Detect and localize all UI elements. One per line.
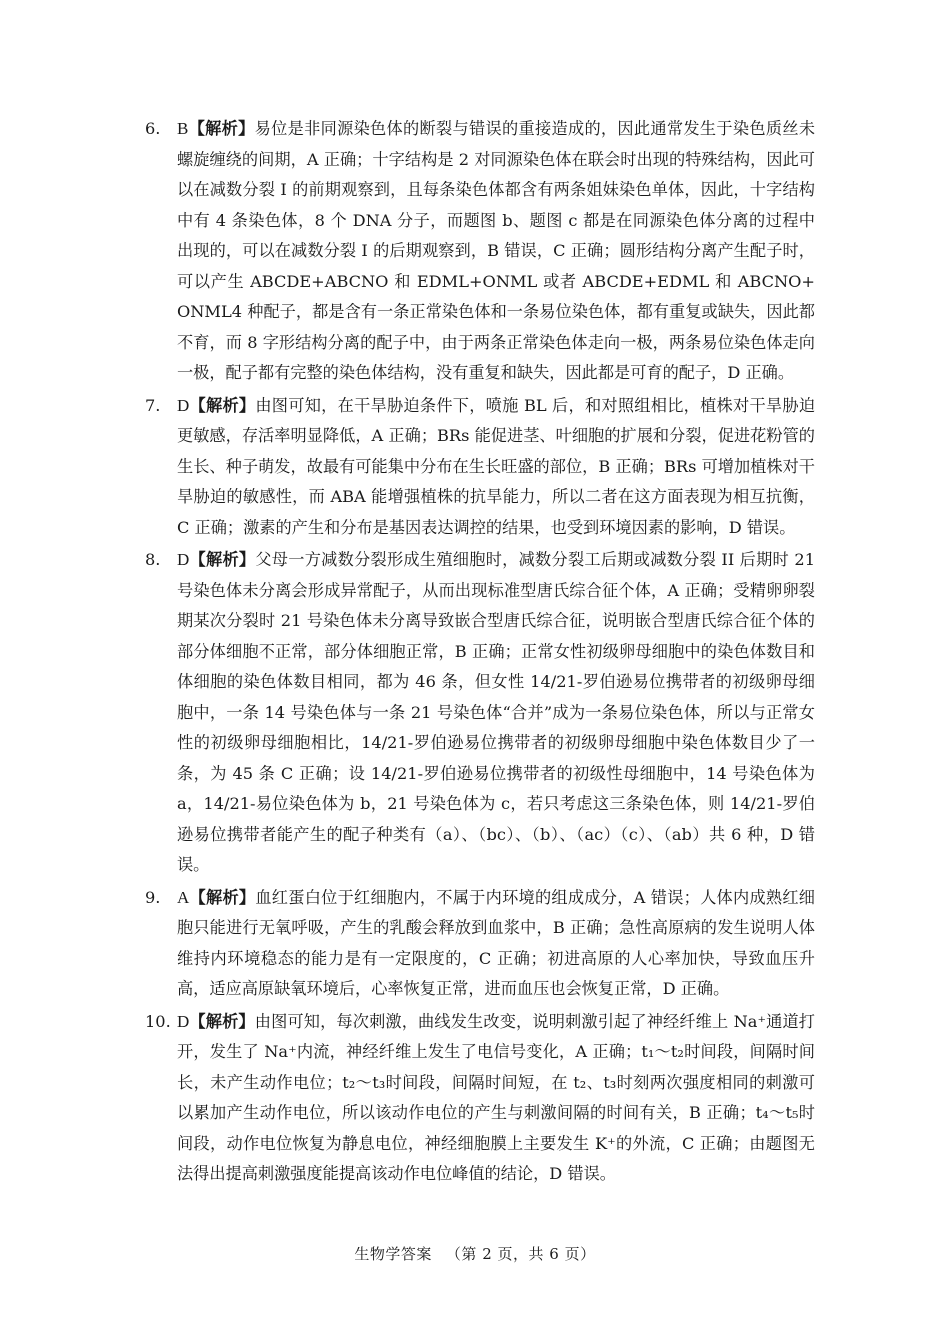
answer-item-9 [145, 883, 815, 1005]
answer-letter: D [177, 550, 190, 569]
answer-body [177, 1007, 815, 1190]
footer-page-number: （第 2 页，共 6 页） [445, 1245, 596, 1263]
answer-letter: B [177, 119, 189, 138]
question-number: 7. [145, 395, 161, 415]
answer-letter: D [177, 1011, 190, 1031]
answer-item-7 [145, 391, 815, 544]
footer-subject: 生物学答案 [354, 1245, 432, 1263]
answer-item-8 [145, 545, 815, 881]
analysis-text: 由图可知，在干旱胁迫条件下，喷施 BL 后，和对照组相比，植株对干旱胁迫更敏感，存活率明显降低，A 正确；BRs 能促进茎、叶细胞的扩展和分裂，促进花粉管的生长、种子萌发，故最有可能集中分布在生长旺盛的部位，B 正确；BRs 可增加植株对干旱胁迫的敏感性，而 ABA 能增强植株的抗旱能力，所以二者在这方面表现为相互抗衡，C 正确；激素的产生和分布是基因表达调控的结果，也受到环境因素的影响，D 错误。 [177, 395, 816, 537]
analysis-text: 血红蛋白位于红细胞内，不属于内环境的组成成分，A 错误；人体内成熟红细胞只能进行无氧呼吸，产生的乳酸会释放到血浆中，B 正确；急性高原病的发生说明人体维持内环境稳态的能力是有一定限度的，C 正确；初进高原的人心率加快，导致血压升高，适应高原缺氧环境后，心率恢复正常，进而血压也会恢复正常，D 正确。 [177, 887, 815, 998]
question-number: 10. [145, 1011, 171, 1031]
analysis-tag: 【解析】 [189, 550, 256, 569]
analysis-text: 由图可知，每次刺激，曲线发生改变，说明刺激引起了神经纤维上 Na⁺通道打开，发生了 Na⁺内流，神经纤维上发生了电信号变化，A 正确；t₁～t₂时间段，间隔时间长，未产生动作电位；t₂～t₃时间段，间隔时间短，在 t₂、t₃时刻两次强度相同的刺激可以累加产生动作电位，所以该动作电位的产生与刺激间隔的时间有关，B 正确；t₄～t₅时间段，动作电位恢复为静息电位，神经细胞膜上主要发生 K⁺的外流，C 正确；由题图无法得出提高刺激强度能提高该动作电位峰值的结论，D 错误。 [177, 1011, 815, 1183]
answer-body [177, 545, 815, 881]
question-number: 6. [145, 119, 161, 138]
answer-body [177, 883, 815, 1005]
analysis-tag: 【解析】 [189, 887, 256, 907]
answer-body [177, 114, 815, 389]
answer-item-6 [145, 114, 815, 389]
question-number: 9. [145, 887, 161, 907]
answer-item-10 [145, 1007, 815, 1190]
analysis-tag: 【解析】 [189, 1011, 255, 1031]
answer-list [145, 114, 815, 1190]
analysis-text: 父母一方减数分裂形成生殖细胞时，减数分裂工后期或减数分裂 II 后期时 21 号染色体未分离会形成异常配子，从而出现标准型唐氏综合征个体，A 正确；受精卵卵裂期某次分裂时 21 号染色体未分离导致嵌合型唐氏综合征，说明嵌合型唐氏综合征个体的部分体细胞不正常，部分体细胞正常，B 正确；正常女性初级卵母细胞中的染色体数目和体细胞的染色体数目相同，都为 46 条，但女性 14/21-罗伯逊易位携带者的初级卵母细胞中，一条 14 号染色体与一条 21 号染色体“合并”成为一条易位染色体，所以与正常女性的初级卵母细胞相比，14/21-罗伯逊易位携带者的初级卵母细胞中染色体数目少了一条，为 45 条 C 正确；设 14/21-罗伯逊易位携带者的初级性母细胞中，14 号染色体为 a，14/21-易位染色体为 b，21 号染色体为 c，若只考虑这三条染色体，则 14/21-罗伯逊易位携带者能产生的配子种类有（a）、（bc）、（b）、（ac）（c）、（ab）共 6 种，D 错误。 [177, 550, 815, 874]
analysis-text: 易位是非同源染色体的断裂与错误的重接造成的，因此通常发生于染色质丝未螺旋缠绕的间期，A 正确；十字结构是 2 对同源染色体在联会时出现的特殊结构，因此可以在减数分裂 I 的前期观察到，且每条染色体都含有两条姐妹染色单体，因此，十字结构中有 4 条染色体，8 个 DNA 分子，而题图 b、题图 c 都是在同源染色体分离的过程中出现的，可以在减数分裂 I 的后期观察到，B 错误，C 正确；圆形结构分离产生配子时，可以产生 ABCDE+ABCNO 和 EDML+ONML 或者 ABCDE+EDML 和 ABCNO+ONML4 种配子，都是含有一条正常染色体和一条易位染色体，都有重复或缺失，因此都不育，而 8 字形结构分离的配子中，由于两条正常染色体走向一极，两条易位染色体走向一极，配子都有完整的染色体结构，没有重复和缺失，因此都是可育的配子，D 正确。 [177, 119, 816, 382]
answer-letter: A [177, 887, 190, 907]
question-number: 8. [145, 550, 161, 569]
page-footer [0, 1243, 950, 1264]
analysis-tag: 【解析】 [188, 119, 255, 138]
answer-letter: D [177, 395, 190, 415]
answer-body [177, 391, 815, 544]
analysis-tag: 【解析】 [189, 395, 256, 415]
